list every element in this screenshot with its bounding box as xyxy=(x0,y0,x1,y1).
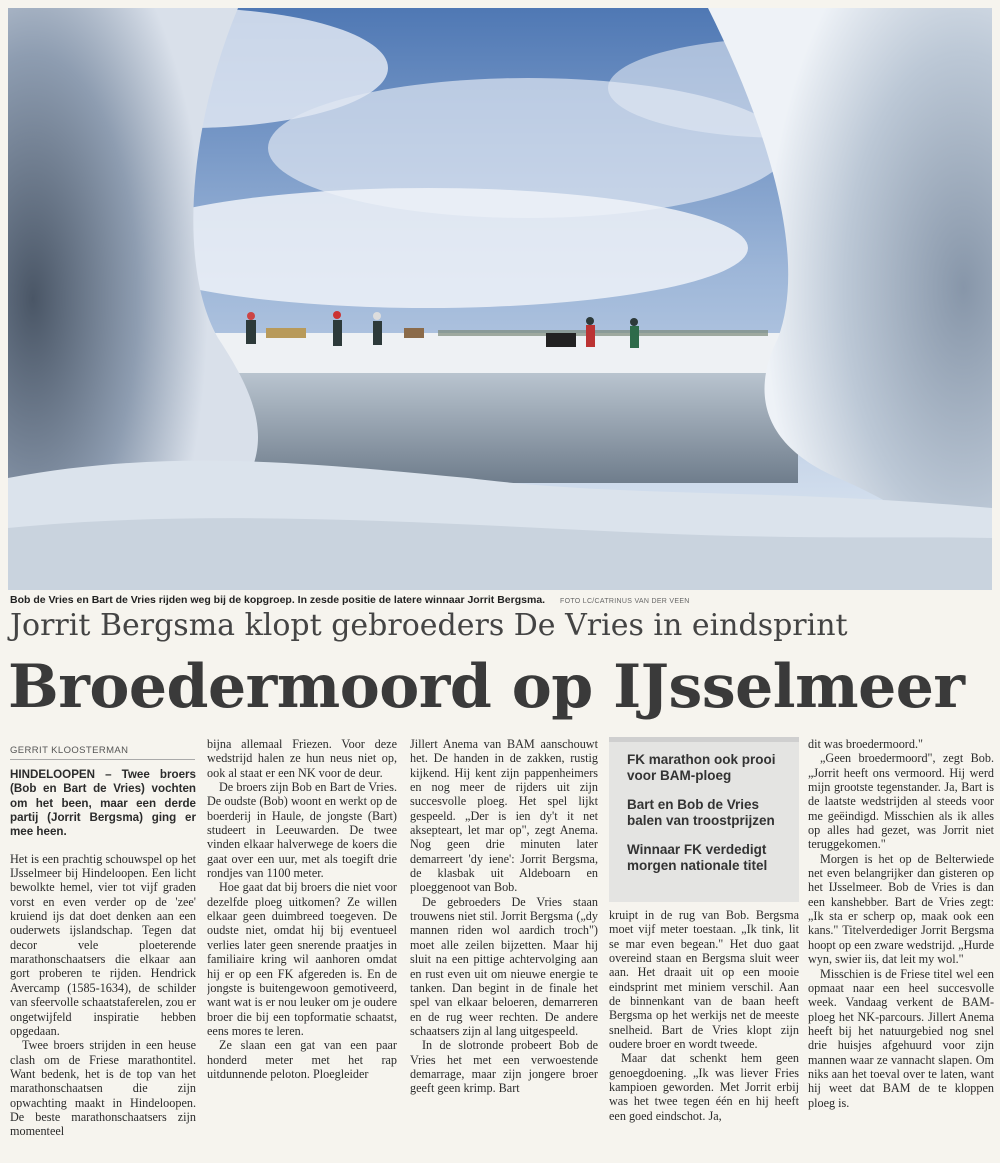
kicker-subtitle: Jorrit Bergsma klopt gebroeders De Vries in eindsprint xyxy=(10,608,848,643)
paragraph: De gebroeders De Vries staan trouwens niet stil. Jorrit Bergsma („dy mannen riden wol aardich troch") moet alle zeilen bijzetten. Maar hij sluit na een pittige achtervolging aan en rust even uit om nieuwe energie te tanken. Dan begint in de finale het spel van elkaar beloeren, demarreren en de rug weer rechten. De andere schaatsers zijn al lang uitgespeeld. xyxy=(410,894,598,1038)
paragraph: Hoe gaat dat bij broers die niet voor dezelfde ploeg uitkomen? Ze willen elkaar geen duimbreed toegeven. De oudste niet, omdat hij bij eventueel verlies later geen snerende praatjes in familiaire kring wil aanhoren omdat hij er op een FK afgereden is. En de jongste is buitengewoon gemotiveerd, want wat is er nou leuker om je oudere broer die bij een topformatie schaatst, eens mores te leren. xyxy=(207,880,397,1038)
ice-skaters-photo xyxy=(8,8,992,590)
article-column-3 xyxy=(410,737,598,1149)
highlight-item: Winnaar FK verdedigt morgen nationale titel xyxy=(627,842,768,873)
paragraph: Maar dat schenkt hem geen genoegdoening. „Ik was liever Fries kampioen geworden. Met Jorrit erbij was het twee tegen één en hij heeft een goed eindschot. Ja, xyxy=(609,1051,799,1123)
highlight-item: Bart en Bob de Vries balen van troostprijzen xyxy=(627,797,775,828)
paragraph: Jillert Anema van BAM aanschouwt het. De handen in de zakken, rustig kijkend. Hij kent zijn pappenheimers en nog meer de rijders uit zijn succesvolle ploeg. Het spel lijkt gespeeld. „Der is ien dy't it net aksepteart, let mar op", zegt Anema. Nog geen drie minuten later demarreert 'dy iene': Jorrit Bergsma, de klasbak uit Aldeboarn en ploeggenoot van Bob. xyxy=(410,737,598,895)
paragraph: Ze slaan een gat van een paar honderd meter met het rap uitdunnende peloton. Ploegleider xyxy=(207,1038,397,1081)
article-column-2 xyxy=(207,737,397,1149)
article-column-5 xyxy=(808,737,994,1149)
photo-credit: FOTO LC/CATRINUS VAN DER VEEN xyxy=(560,598,690,605)
article-column-1 xyxy=(10,768,196,1148)
caption-text: Bob de Vries en Bart de Vries rijden weg bij de kopgroep. In zesde positie de latere winnaar Jorrit Bergsma. xyxy=(10,594,546,606)
article-column-4 xyxy=(609,908,799,1148)
highlights-box xyxy=(609,737,799,902)
paragraph: In de slotronde probeert Bob de Vries het met een verwoestende demarrage, maar zijn jongere broer geeft geen krimp. Bart xyxy=(410,1038,598,1096)
paragraph: kruipt in de rug van Bob. Bergsma moet vijf meter toestaan. „Ik tink, lit se mar even begean." Het duo gaat overeind staan en Bergsma sluit weer aan. Het draait uit op een mooie eindsprint met miniem verschil. Aan de binnenkant van de baan heeft Bergsma op het werkijs net de meeste snelheid. Bart de Vries klopt zijn oudere broer en wordt tweede. xyxy=(609,908,799,1052)
paragraph: bijna allemaal Friezen. Voor deze wedstrijd halen ze hun neus niet op, ook al staat er een NK voor de deur. xyxy=(207,737,397,780)
headline: Broedermoord op IJsselmeer xyxy=(8,652,965,722)
lead-paragraph xyxy=(10,768,196,840)
highlight-item: FK marathon ook prooi voor BAM-ploeg xyxy=(627,752,776,783)
paragraph: dit was broedermoord." xyxy=(808,737,923,751)
dateline: HINDELOOPEN – xyxy=(10,768,112,781)
paragraph: Misschien is de Friese titel wel een opmaat naar een heel succesvolle week. Vandaag verkent de BAM-ploeg het NK-parcours. Jillert Anema heeft bij het natuurgebied nog snel drie huisjes afgehuurd voor zijn mannen waar ze vannacht slapen. Om niks aan het toeval over te laten, want hij weet dat BAM de te kloppen ploeg is. xyxy=(808,966,994,1110)
paragraph: „Geen broedermoord", zegt Bob. „Jorrit heeft ons vermoord. Hij werd mijn grootste tegenstander. Ja, Bart is de laatste wedstrijden al steeds voor me geëindigd. Misschien als ik alles op alles had gezet, was Jorrit niet teruggekomen." xyxy=(808,751,994,852)
paragraph: Het is een prachtig schouwspel op het IJsselmeer bij Hindeloopen. Een licht bewolkte hemel, vier tot vijf graden vorst en even verder op de 'zee' kruiend ijs dat doet denken aan een ouderwets ijslandschap. Tegen dat decor vele ploeterende marathonschaatsers die elkaar aan gort proberen te rijden. Hendrick Avercamp (1585-1634), de schilder van sfeervolle schaatstaferelen, zou er ongetwijfeld inspiratie hebben opgedaan. xyxy=(10,851,196,1038)
paragraph: De broers zijn Bob en Bart de Vries. De oudste (Bob) woont en werkt op de boerderij in Haule, de jongste (Bart) studeert in Leeuwarden. De twee vinden elkaar halverwege de koers die gaat over een uur, met als toegift drie rondjes van 1100 meter. xyxy=(207,780,397,881)
lead-text: Twee broers (Bob en Bart de Vries) vochten om het been, maar een derde partij (Jorrit Bergsma) ging er mee heen. xyxy=(10,768,196,839)
news-photo xyxy=(8,8,992,590)
paragraph: Morgen is het op de Belterwiede net even belangrijker dan gisteren op het IJsselmeer. Bob de Vries is dan een kanshebber. Bart de Vries zegt: „Ik sta er scherp op, maak ook een kans." Titelverdediger Jorrit Bergsma hoopt op een zware wedstrijd. „Hurde wyn, swier iis, dat leit my wol." xyxy=(808,851,994,967)
byline: GERRIT KLOOSTERMAN xyxy=(10,745,195,760)
paragraph: Twee broers strijden in een heuse clash om de Friese marathontitel. Want bedenk, het is de top van het marathonschaatsen die zijn opwachting maakt in Hindeloopen. De beste marathonschaatsers zijn momenteel xyxy=(10,1038,196,1139)
